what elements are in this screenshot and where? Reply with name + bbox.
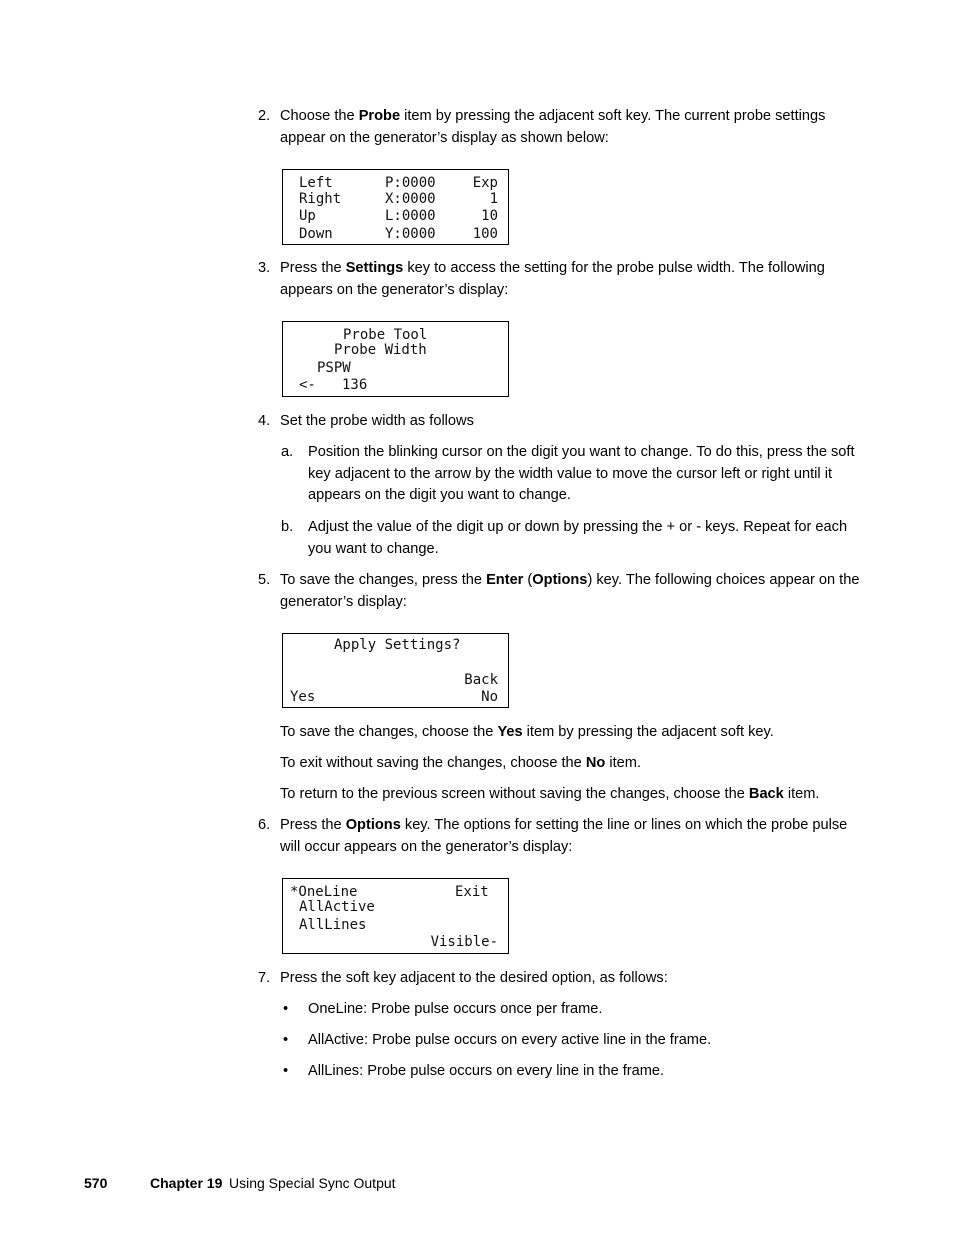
lcd-probe-settings: [282, 169, 509, 245]
bold-term: Probe: [358, 108, 401, 124]
step-text: Choose the Probe item by pressing the adjacent soft key. The current probe settings appear on the generator’s display as shown below:: [280, 108, 826, 146]
lcd-text: Y:0000: [385, 226, 436, 242]
lcd-text: Probe Tool: [343, 327, 428, 343]
lcd-text: Right: [299, 191, 342, 207]
lcd-text: L:0000: [385, 208, 436, 224]
step-number: 4.: [258, 413, 271, 429]
bullet-glyph: •: [283, 1063, 289, 1079]
lcd-text: Down: [299, 226, 333, 242]
lcd-option-alllines: AllLines: [299, 917, 367, 933]
lcd-text: 10: [481, 208, 498, 224]
bullet-glyph: •: [283, 1001, 289, 1017]
bold-term: Options: [532, 572, 588, 588]
lcd-text: 1: [489, 191, 498, 207]
lcd-text: Left: [299, 175, 333, 191]
bold-term: Yes: [497, 724, 523, 740]
lcd-probe-width: [282, 321, 509, 397]
lcd-text: Probe Width: [334, 342, 427, 358]
lcd-option-exit: Exit: [455, 884, 489, 900]
page-number: 570: [84, 1175, 108, 1191]
step-text: Press the Options key. The options for setting the line or lines on which the probe pulse will occur appears on the generator’s display:: [280, 817, 848, 855]
bullet-text: AllLines: Probe pulse occurs on every line in the frame.: [308, 1063, 665, 1079]
step-text: Press the Settings key to access the setting for the probe pulse width. The following appears on the generator’s display:: [280, 260, 825, 298]
lcd-text: 100: [472, 226, 498, 242]
lcd-value: 136: [342, 377, 368, 393]
lcd-arrow: <-: [299, 377, 316, 393]
step-number: 5.: [258, 572, 271, 588]
substep-letter: a.: [281, 444, 294, 460]
step-number: 6.: [258, 817, 271, 833]
step-number: 3.: [258, 260, 271, 276]
lcd-apply-settings: [282, 633, 509, 708]
bold-term: Enter: [486, 572, 524, 588]
lcd-option-yes: Yes: [290, 689, 316, 705]
lcd-text: X:0000: [385, 191, 436, 207]
lcd-line-options: [282, 878, 509, 954]
step-text: Press the soft key adjacent to the desired option, as follows:: [280, 970, 668, 986]
bold-term: Back: [748, 786, 784, 802]
substep-text: Adjust the value of the digit up or down by pressing the + or - keys. Repeat for each you want to change.: [308, 519, 848, 557]
step-number: 2.: [258, 108, 271, 124]
lcd-option-oneline: *OneLine: [290, 884, 358, 900]
bold-term: Options: [345, 817, 401, 833]
bold-term: Settings: [345, 260, 404, 276]
lcd-text: Exp: [472, 175, 498, 191]
bold-term: No: [585, 755, 606, 771]
step-text: To save the changes, press the Enter (Options) key. The following choices appear on the generator’s display:: [280, 572, 860, 610]
bullet-text: AllActive: Probe pulse occurs on every active line in the frame.: [308, 1032, 712, 1048]
para-exit: To exit without saving the changes, choose the No item.: [280, 755, 642, 771]
chapter-title: Using Special Sync Output: [229, 1175, 396, 1191]
bullet-text: OneLine: Probe pulse occurs once per frame.: [308, 1001, 603, 1017]
lcd-text: Up: [299, 208, 316, 224]
substep-letter: b.: [281, 519, 294, 535]
para-save: To save the changes, choose the Yes item by pressing the adjacent soft key.: [280, 724, 774, 740]
lcd-option-visible: Visible-: [430, 934, 498, 950]
substep-text: Position the blinking cursor on the digit you want to change. To do this, press the soft key adjacent to the arrow by the width value to move the cursor left or right until it appears on the digit you want to change.: [308, 444, 855, 503]
lcd-text: P:0000: [385, 175, 436, 191]
lcd-option-back: Back: [464, 672, 498, 688]
lcd-text: PSPW: [317, 360, 351, 376]
chapter-label: Chapter 19: [150, 1175, 223, 1191]
lcd-option-allactive: AllActive: [299, 899, 375, 915]
para-return: To return to the previous screen without saving the changes, choose the Back item.: [280, 786, 820, 802]
step-text: Set the probe width as follows: [280, 413, 474, 429]
bullet-glyph: •: [283, 1032, 289, 1048]
lcd-option-no: No: [481, 689, 498, 705]
lcd-text: Apply Settings?: [334, 637, 461, 653]
step-number: 7.: [258, 970, 271, 986]
